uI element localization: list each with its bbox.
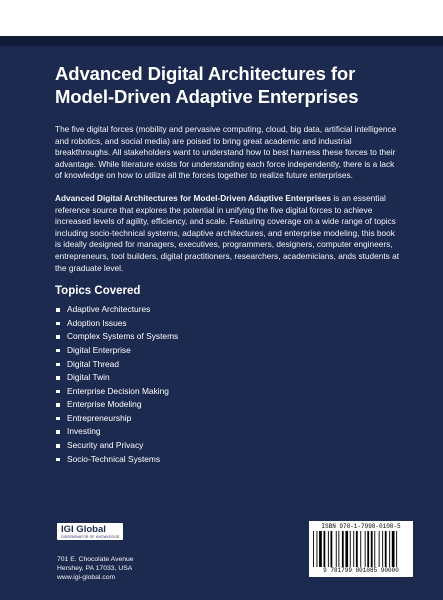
barcode-bar (319, 531, 322, 567)
barcode-bar (371, 531, 373, 567)
logo-main-text: IGI Global (61, 524, 106, 535)
barcode-price-code: 90000 (380, 567, 399, 574)
topics-heading: Topics Covered (55, 285, 141, 298)
publisher-block (57, 523, 197, 582)
book-title (55, 62, 400, 108)
title-line-2: Model-Driven Adaptive Enterprises (55, 86, 359, 107)
barcode-bar (336, 531, 337, 567)
topic-item: Adoption Issues (55, 317, 400, 331)
back-cover-content (55, 62, 400, 466)
topic-item: Digital Thread (55, 358, 400, 372)
topic-item: Digital Twin (55, 371, 400, 385)
barcode-bar (379, 531, 380, 567)
barcode-bar (342, 531, 344, 567)
paragraph-2-text: is an essential reference source that explores the potential in unifying the five digital forces to achieve increased levels of agility, efficiency, and scale. Featuring coverage on a wide range of topics including socio-technical systems, adaptive architectures, and enterprise modeling, this book is ideally designed for managers, executives, programmers, designers, computer engineers, entrepreneurs, tool builders, digital practitioners, researchers, academicians, ands students at the graduate level. (55, 192, 400, 273)
barcode-bar (345, 531, 348, 567)
publisher-address (57, 555, 197, 582)
topic-item: Socio-Technical Systems (55, 453, 400, 467)
topic-item: Enterprise Decision Making (55, 385, 400, 399)
topic-item: Adaptive Architectures (55, 303, 400, 317)
address-line-2: Hershey, PA 17033, USA (57, 565, 133, 572)
topics-list (55, 303, 400, 466)
top-dark-band (0, 36, 443, 46)
barcode-bar (350, 531, 351, 567)
barcode-bar (382, 531, 383, 567)
description-paragraph-1: The five digital forces (mobility and pervasive computing, cloud, big data, artificial intelligence and robotics, and social media) are poised to bring great academic and industrial breakthroughs. All stakeholders want to understand how to best harness these forces to their advantage. While literature exists for understanding each force independently, there is a lack of knowledge on how to utilize all the forces together to realize future enterprises. (55, 124, 397, 181)
barcode-bar (360, 531, 361, 567)
barcode-bar (392, 531, 395, 567)
igi-global-logo (57, 523, 123, 540)
barcode-bar (365, 531, 366, 567)
barcode-bar (389, 531, 390, 567)
topic-item: Investing (55, 425, 400, 439)
barcode-bar (385, 531, 387, 567)
barcode-bar (331, 531, 333, 567)
barcode-bar (353, 531, 354, 567)
barcode-digits (311, 567, 411, 574)
barcode-bar (396, 531, 397, 567)
topic-item: Security and Privacy (55, 439, 400, 453)
barcode-bar (356, 531, 358, 567)
publisher-website: www.igi-global.com (57, 574, 116, 581)
barcode-bar (317, 531, 318, 567)
isbn-barcode (309, 521, 413, 577)
topic-item: Enterprise Modeling (55, 398, 400, 412)
barcode-bar (324, 531, 326, 567)
topic-item: Complex Systems of Systems (55, 330, 400, 344)
topic-item: Digital Enterprise (55, 344, 400, 358)
title-line-1: Advanced Digital Architectures for (55, 63, 356, 84)
barcode-bar (367, 531, 369, 567)
logo-tagline: DISSEMINATOR OF KNOWLEDGE (61, 535, 120, 539)
isbn-number: ISBN 978-1-7998-0108-5 (321, 523, 401, 530)
topic-item: Entrepreneurship (55, 412, 400, 426)
barcode-bar (374, 531, 375, 567)
barcode-bars (313, 531, 409, 567)
top-white-stripe (0, 0, 443, 40)
paragraph-2-bold-title: Advanced Digital Architectures for Model-Driven Adaptive Enterprises (55, 192, 332, 203)
barcode-bar (338, 531, 339, 567)
barcode-ean-digits: 9 781799 801085 (323, 567, 378, 574)
address-line-1: 701 E. Chocolate Avenue (57, 556, 134, 563)
barcode-bar (328, 531, 329, 567)
description-paragraph-2 (55, 193, 400, 274)
barcode-bar (313, 531, 314, 567)
